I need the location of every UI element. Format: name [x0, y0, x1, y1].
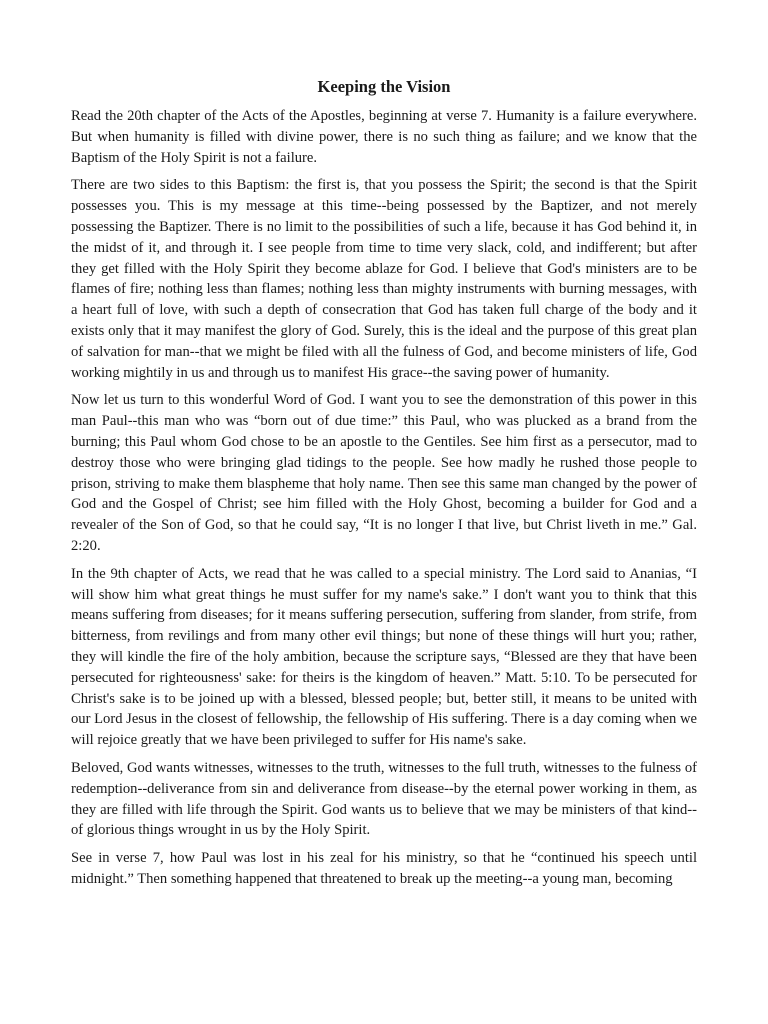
paragraph-2: There are two sides to this Baptism: the first is, that you possess the Spirit; the second is that the Spirit possesses you. This is my message at this time--being possessed by the Baptizer, and not merely possessing the Baptizer. There is no limit to the possibilities of such a life, because it has God behind it, in the midst of it, and through it. I see people from time to time very slack, cold, and indifferent; but after they get filled with the Holy Spirit they become ablaze for God. I believe that God's ministers are to be flames of fire; nothing less than flames; nothing less than mighty instruments with burning messages, with a heart full of love, with such a depth of consecration that God has taken full charge of the body and it exists only that it may manifest the glory of God. Surely, this is the ideal and the purpose of this great plan of salvation for man--that we might be filed with all the fulness of God, and become ministers of life, God working mightily in us and through us to manifest His grace--the saving power of humanity.: [71, 177, 697, 381]
paragraph-5: Beloved, God wants witnesses, witnesses to the truth, witnesses to the full truth, witnesses to the fulness of redemption--deliverance from sin and deliverance from disease--by the eternal power working in them, as they are filled with life through the Spirit. God wants us to believe that we may be ministers of that kind--of glorious things wrought in us by the Holy Spirit.: [71, 759, 697, 839]
document-title: Keeping the Vision: [317, 77, 451, 96]
paragraph-4: In the 9th chapter of Acts, we read that he was called to a special ministry. The Lord said to Ananias, “I will show him what great things he must suffer for my name's sake.” I don't want you to think that this means suffering from diseases; for it means suffering persecution, suffering from slander, from strife, from bitterness, from revilings and from many other evil things; but none of these things will hurt you; rather, they will kindle the fire of the holy ambition, because the scripture says, “Blessed are they that have been persecuted for righteousness' sake: for theirs is the kingdom of heaven.” Matt. 5:10. To be persecuted for Christ's sake is to be joined up with a blessed, blessed people; but, better still, it means to be united with our Lord Jesus in the closest of fellowship, the fellowship of His suffering. There is a day coming when we will rejoice greatly that we have been privileged to suffer for His name's sake.: [71, 565, 697, 749]
paragraph-3: Now let us turn to this wonderful Word of God. I want you to see the demonstration of this power in this man Paul--this man who was “born out of due time:” this Paul, who was plucked as a brand from the burning; this Paul whom God chose to be an apostle to the Gentiles. See him first as a persecutor, mad to destroy those who were bringing glad tidings to the people. See how madly he rushed those people to prison, striving to make them blaspheme that holy name. Then see this same man changed by the power of God and the Gospel of Christ; see him filled with the Holy Ghost, becoming a builder for God and a revealer of the Son of God, so that he could say, “It is no longer I that live, but Christ liveth in me.” Gal. 2:20.: [71, 392, 697, 554]
paragraph-6: See in verse 7, how Paul was lost in his zeal for his ministry, so that he “continued his speech until midnight.” Then something happened that threatened to break up the meeting--a young man, becoming: [71, 850, 697, 887]
paragraph-1: Read the 20th chapter of the Acts of the Apostles, beginning at verse 7. Humanity is a failure everywhere. But when humanity is filled with divine power, there is no such thing as failure; and we know that the Baptism of the Holy Spirit is not a failure.: [71, 108, 697, 166]
document-page: [71, 0, 697, 897]
